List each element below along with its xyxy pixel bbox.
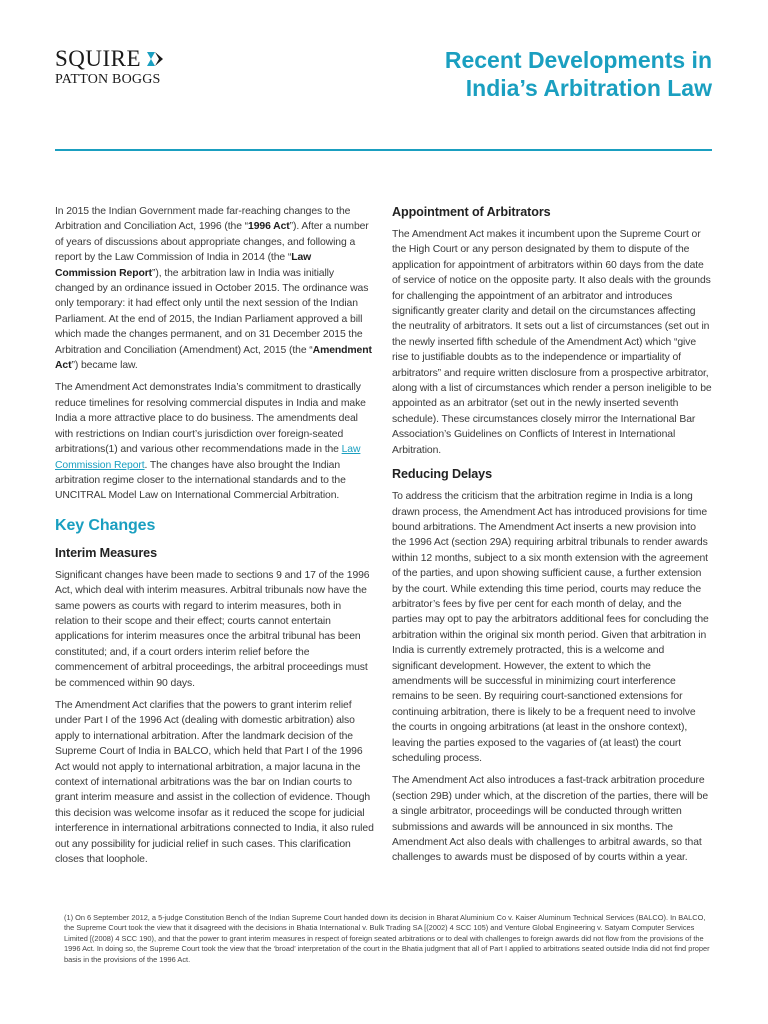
appointment-paragraph-1: The Amendment Act makes it incumbent upon the Supreme Court or the High Court or any person designated by them to dispute of the application for appointment of arbitrators within 60 days from the date of service of notice on the opposite party. It also deals with the grounds for challenging the appointment of an arbitrator and introduces significantly greater clarity and detail on the circumstances affecting the neutrality of arbitrators. It sets out a list of circumstances (set out in the newly inserted fifth schedule of the Amendment Act) which “give rise to justifiable doubts as to the independence or impartiality of arbitrators” and require written disclosure from a prospective arbitrator, along with a list of circumstances which render a person ineligible to be appointed as an arbitrator (set out in the newly inserted seventh schedule). These circumstances closely mirror the International Bar Association’s Guidelines on Conflicts of Interest in International Arbitration. <box>392 229 712 456</box>
intro-text: . The changes have also brought the Indian arbitration regime closer to the international standards and to the UNCITRAL Model Law on International Commercial Arbitration. <box>55 459 346 502</box>
intro-text: ”). After a number of years of discussions about appropriate changes, and following a report by the Law Commission of India in 2014 (the “ <box>55 221 369 264</box>
header-divider <box>55 149 712 151</box>
interim-paragraph-1: Significant changes have been made to sections 9 and 17 of the 1996 Act, which deal with interim measures. Arbitral tribunals now have the same powers as courts with regard to interim measures, both in relation to their scope and their effect; courts cannot entertain applications for interim measures once the arbitral tribunal has been constituted; and, if a court orders interim relief before the commencement of arbitral proceedings, the arbitral proceedings must be commenced within 90 days. <box>55 569 370 689</box>
intro-text: The Amendment Act demonstrates India’s commitment to drastically reduce timelines for resolving commercial disputes in India and make India a more attractive place to do business. The amendments deal with restrictions on Indian court’s jurisdiction over foreign-seated arbitrations(1) and various other recommendations made in the <box>55 382 366 456</box>
intro-paragraph-1 <box>55 204 375 373</box>
delays-paragraph-2: The Amendment Act also introduces a fast-track arbitration procedure (section 29B) under which, at the discretion of the parties, there will be a single arbitrator, proceedings will be conducted through written submissions and awards will be announced in six months. The Amendment Act also deals with challenges to arbitral awards, so that challenges to awards must be disposed of by courts within a year. <box>392 775 709 864</box>
title-line-2: India’s Arbitration Law <box>465 75 712 101</box>
intro-paragraph-2 <box>55 380 375 503</box>
logo-top-row <box>55 47 225 71</box>
logo-wordmark-patton-boggs: PATTON BOGGS <box>55 72 161 87</box>
term-amendment-act: Amendment Act <box>55 344 372 372</box>
appointment-heading: Appointment of Arbitrators <box>392 205 551 219</box>
right-column <box>392 204 712 873</box>
law-commission-report-link[interactable]: Law Commission Report <box>55 444 361 471</box>
interim-paragraph-2: The Amendment Act clarifies that the powers to grant interim relief under Part I of the 1996 Act (dealing with domestic arbitration) also apply to international arbitration. After the landmark decision of the Supreme Court of India in BALCO, which held that Part I of the 1996 Act would not apply to international arbitration, a major lacuna in the context of international arbitrations was the bar on Indian courts to grant interim measure and assist in the collection of evidence. Though this decision was welcome insofar as it reduced the scope for judicial interference in international arbitrations connected to India, it also ruled out any possibility for judicial relief in such cases. This clarification closes that loophole. <box>55 699 374 866</box>
term-law-commission-report: Law Commission Report <box>55 252 312 279</box>
intro-text: In 2015 the Indian Government made far-reaching changes to the Arbitration and Conciliation Act, 1996 (the “ <box>55 206 351 233</box>
left-column <box>55 204 375 874</box>
brand-logo <box>55 47 225 88</box>
page-title <box>445 46 712 102</box>
logo-chevron-icon <box>144 48 166 70</box>
term-1996-act: 1996 Act <box>248 221 290 233</box>
intro-text: ”) became law. <box>71 360 138 372</box>
key-changes-heading: Key Changes <box>55 516 156 534</box>
logo-wordmark-squire: SQUIRE <box>55 46 142 71</box>
interim-measures-heading: Interim Measures <box>55 545 157 560</box>
intro-text: ”), the arbitration law in India was initially changed by an ordinance issued in October 2015. The ordinance was only temporary: it had effect only until the next session of the Indian Parliament. At the end of 2015, the Indian Parliament approved a bill which made the changes permanent, and on 31 December 2015 the Arbitration and Conciliation (Amendment) Act, 2015 (the “ <box>55 267 369 356</box>
footnote: (1) On 6 September 2012, a 5-judge Constitution Bench of the Indian Supreme Court handed down its decision in Bharat Aluminium Co v. Kaiser Aluminum Technical Services (BALCO). In BALCO, the Supreme Court took the view that it disagreed with the decisions in Bhatia International v. Bulk Trading SA [(2002) 4 SCC 105) and Venture Global Engineering v. Satyam Computer Services Limited [(2008) 4 SCC 190), and that the power to grant interim measures in respect of foreign seated arbitrations or to deal with challenges to foreign awards did not flow from the provisions of the 1996 Act. In doing so, the Supreme Court took the view that the ‘broad’ interpretation of the court in the Bhatia judgment that all of Part I applied to arbitrations seated outside India did not find proper basis in the provisions of the 1996 Act. <box>64 913 710 964</box>
reducing-delays-heading: Reducing Delays <box>392 467 492 482</box>
delays-paragraph-1: To address the criticism that the arbitration regime in India is a long drawn process, the Amendment Act has introduced provisions for time bound arbitrations. The Amendment Act inserts a new provision into the 1996 Act (section 29A) requiring arbitral tribunals to render awards within 12 months, subject to a six month extension with the agreement of the parties, and upon showing sufficient cause, a further extension by the court. While extending this time period, courts may reduce the arbitrator’s fees by five per cent for each month of delay, and the parties may opt to pay the arbitrators additional fees for concluding the arbitration within the original six month period. Given that arbitration in India is currently extremely protracted, this is a welcome and significant development. However, the extent to which the amendments will be successful in minimizing court interference remains to be seen. By requiring court-sanctioned extensions for continuing arbitration, there is likely to be a frequent need to involve the courts in ongoing arbitrations (at least in the onshore context), leaving the parties exposed to the vagaries of (at least) the court scheduling process. <box>392 491 709 764</box>
title-line-1: Recent Developments in <box>444 47 712 73</box>
